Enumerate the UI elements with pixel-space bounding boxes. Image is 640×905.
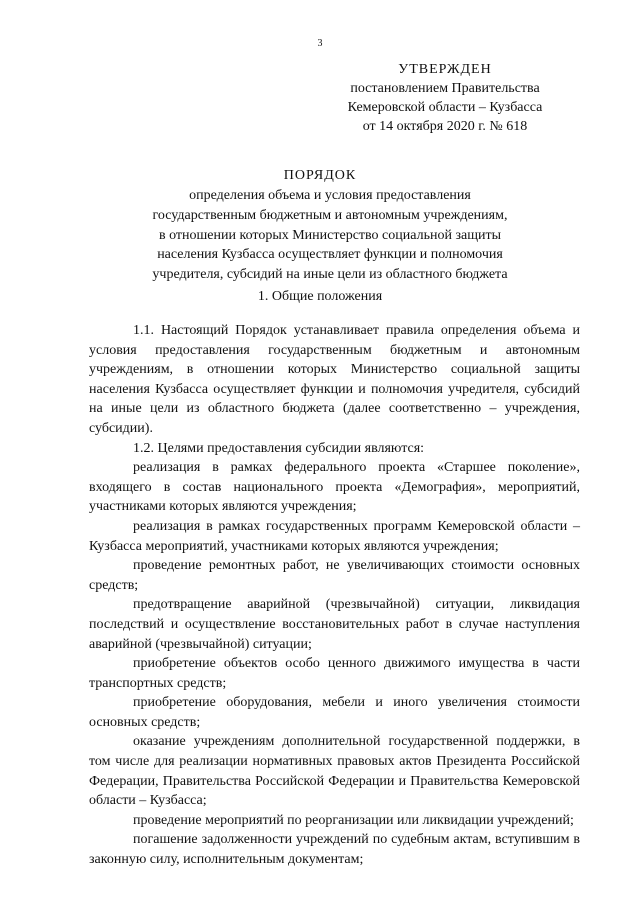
paragraph: приобретение оборудования, мебели и иного увеличения стоимости основных средств;: [89, 695, 580, 730]
page-number: 3: [317, 38, 323, 49]
paragraph: оказание учреждениям дополнительной государственной поддержки, в том числе для реализации нормативных правовых актов Президента Российской Федерации, Правительства Российской Федерации и Правительства Кемеровской области – Кузбасса;: [89, 734, 580, 809]
subtitle-line: населения Кузбасса осуществляет функции и полномочия: [157, 247, 503, 263]
subtitle-line: учредителя, субсидий на иные цели из областного бюджета: [152, 267, 508, 283]
paragraph: реализация в рамках федерального проекта «Старшее поколение», входящего в состав национального проекта «Демография», мероприятий, участниками которых являются учреждения;: [89, 460, 580, 515]
paragraph: реализация в рамках государственных программ Кемеровской области – Кузбасса мероприятий, участниками которых являются учреждения;: [89, 518, 580, 554]
paragraph: погашение задолженности учреждений по судебным актам, вступившим в законную силу, исполнительным документам;: [89, 832, 580, 868]
approval-line-1: постановлением Правительства: [350, 81, 540, 96]
approval-title: УТВЕРЖДЕН: [398, 62, 492, 77]
section-heading: 1. Общие положения: [257, 289, 383, 304]
approval-line-2: Кемеровской области – Кузбасса: [347, 100, 543, 115]
approval-stamp: [330, 60, 560, 136]
approval-line-3: от 14 октября 2020 г. № 618: [362, 119, 528, 134]
paragraph: проведение ремонтных работ, не увеличивающих стоимости основных средств;: [89, 558, 580, 593]
document-subtitle: [90, 186, 570, 285]
document-body: [89, 321, 580, 870]
paragraph: предотвращение аварийной (чрезвычайной) ситуации, ликвидация последствий и осуществление восстановительных работ в случае наступления аварийной (чрезвычайной) ситуации;: [89, 597, 580, 652]
paragraph: 1.2. Целями предоставления субсидии являются:: [133, 440, 425, 456]
paragraph: проведение мероприятий по реорганизации или ликвидации учреждений;: [133, 812, 574, 828]
subtitle-line: в отношении которых Министерство социальной защиты: [158, 227, 501, 243]
subtitle-line: государственным бюджетным и автономным учреждениям,: [152, 207, 508, 223]
subtitle-line: определения объема и условия предоставления: [189, 188, 471, 203]
document-title: ПОРЯДОК: [283, 168, 357, 183]
paragraph: 1.1. Настоящий Порядок устанавливает правила определения объема и условия предоставления государственным бюджетным и автономным учреждениям, в отношении которых Министерство социальной защиты населения Кузбасса осуществляет функции и полномочия учредителя, субсидий на иные цели из областного бюджета (далее соответственно – учреждения, субсидии).: [89, 323, 580, 436]
paragraph: приобретение объектов особо ценного движимого имущества в части транспортных средств;: [89, 656, 580, 691]
